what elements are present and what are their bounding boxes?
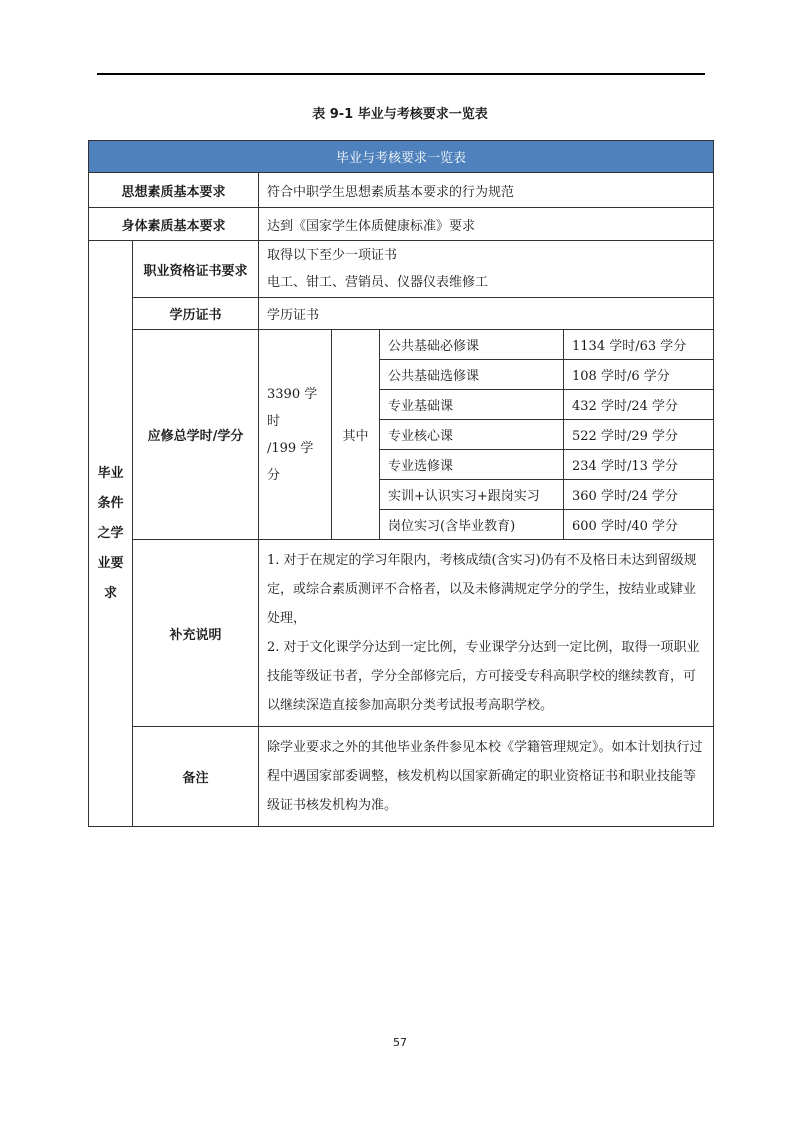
- page-number: 57: [393, 1036, 407, 1049]
- certificate-label: 职业资格证书要求: [133, 241, 259, 298]
- graduation-label-line: 业要: [97, 555, 124, 571]
- table-caption: 表 9-1 毕业与考核要求一览表: [312, 107, 488, 122]
- certificate-line: 取得以下至少一项证书: [267, 248, 398, 263]
- hours-label: 应修总学时/学分: [133, 330, 259, 540]
- table-row: [89, 173, 714, 208]
- hours-total: [259, 330, 332, 540]
- graduation-label-line: 之学: [97, 525, 124, 541]
- graduation-label-line: 求: [103, 585, 117, 601]
- table-row: [89, 241, 714, 298]
- top-rule: [97, 73, 705, 75]
- physical-value: 达到《国家学生体质健康标准》要求: [259, 208, 714, 241]
- physical-label: 身体素质基本要求: [89, 208, 259, 241]
- graduation-label-line: 条件: [97, 495, 124, 511]
- course-name: 实训+认识实习+跟岗实习: [380, 480, 564, 510]
- remarks-label: 备注: [133, 727, 259, 827]
- diploma-label: 学历证书: [133, 298, 259, 330]
- course-value: 108 学时/6 学分: [564, 360, 714, 390]
- remarks-value: 除学业要求之外的其他毕业条件参见本校《学籍管理规定》。如本计划执行过程中遇国家部委调整，核发机构以国家新确定的职业资格证书和职业技能等级证书核发机构为准。: [259, 727, 714, 827]
- table-header: 毕业与考核要求一览表: [89, 141, 714, 173]
- table-row: [89, 330, 714, 360]
- course-value: 234 学时/13 学分: [564, 450, 714, 480]
- course-value: 432 学时/24 学分: [564, 390, 714, 420]
- course-value: 600 学时/40 学分: [564, 510, 714, 540]
- hours-total-line: /199 学分: [267, 440, 314, 483]
- course-name: 岗位实习(含毕业教育): [380, 510, 564, 540]
- supplement-value: [259, 540, 714, 727]
- course-name: 专业选修课: [380, 450, 564, 480]
- requirements-table: [88, 140, 714, 827]
- course-name: 专业基础课: [380, 390, 564, 420]
- table-row: [89, 540, 714, 727]
- course-value: 522 学时/29 学分: [564, 420, 714, 450]
- diploma-value: 学历证书: [259, 298, 714, 330]
- supplement-label: 补充说明: [133, 540, 259, 727]
- graduation-label: [89, 241, 133, 827]
- supplement-paragraph: 1. 对于在规定的学习年限内，考核成绩(含实习)仍有不及格日未达到留级规定，或综合素质测评不合格者，以及未修满规定学分的学生，按结业或肄业处理，: [267, 553, 697, 626]
- supplement-paragraph: 2. 对于文化课学分达到一定比例，专业课学分达到一定比例，取得一项职业技能等级证书者，学分全部修完后，方可接受专科高职学校的继续教育，可以继续深造直接参加高职分类考试报考高职学校。: [267, 640, 700, 713]
- course-name: 公共基础必修课: [380, 330, 564, 360]
- course-value: 1134 学时/63 学分: [564, 330, 714, 360]
- ideology-value: 符合中职学生思想素质基本要求的行为规范: [259, 173, 714, 208]
- table-row: [89, 727, 714, 827]
- hours-total-line: 3390 学时: [267, 386, 318, 429]
- table-header-row: [89, 141, 714, 173]
- course-name: 专业核心课: [380, 420, 564, 450]
- certificate-line: 电工、钳工、营销员、仪器仪表维修工: [267, 275, 489, 290]
- certificate-value: [259, 241, 714, 298]
- ideology-label: 思想素质基本要求: [89, 173, 259, 208]
- graduation-label-line: 毕业: [97, 465, 124, 481]
- table-row: [89, 208, 714, 241]
- table-row: [89, 298, 714, 330]
- course-value: 360 学时/24 学分: [564, 480, 714, 510]
- course-name: 公共基础选修课: [380, 360, 564, 390]
- among-label: 其中: [332, 330, 380, 540]
